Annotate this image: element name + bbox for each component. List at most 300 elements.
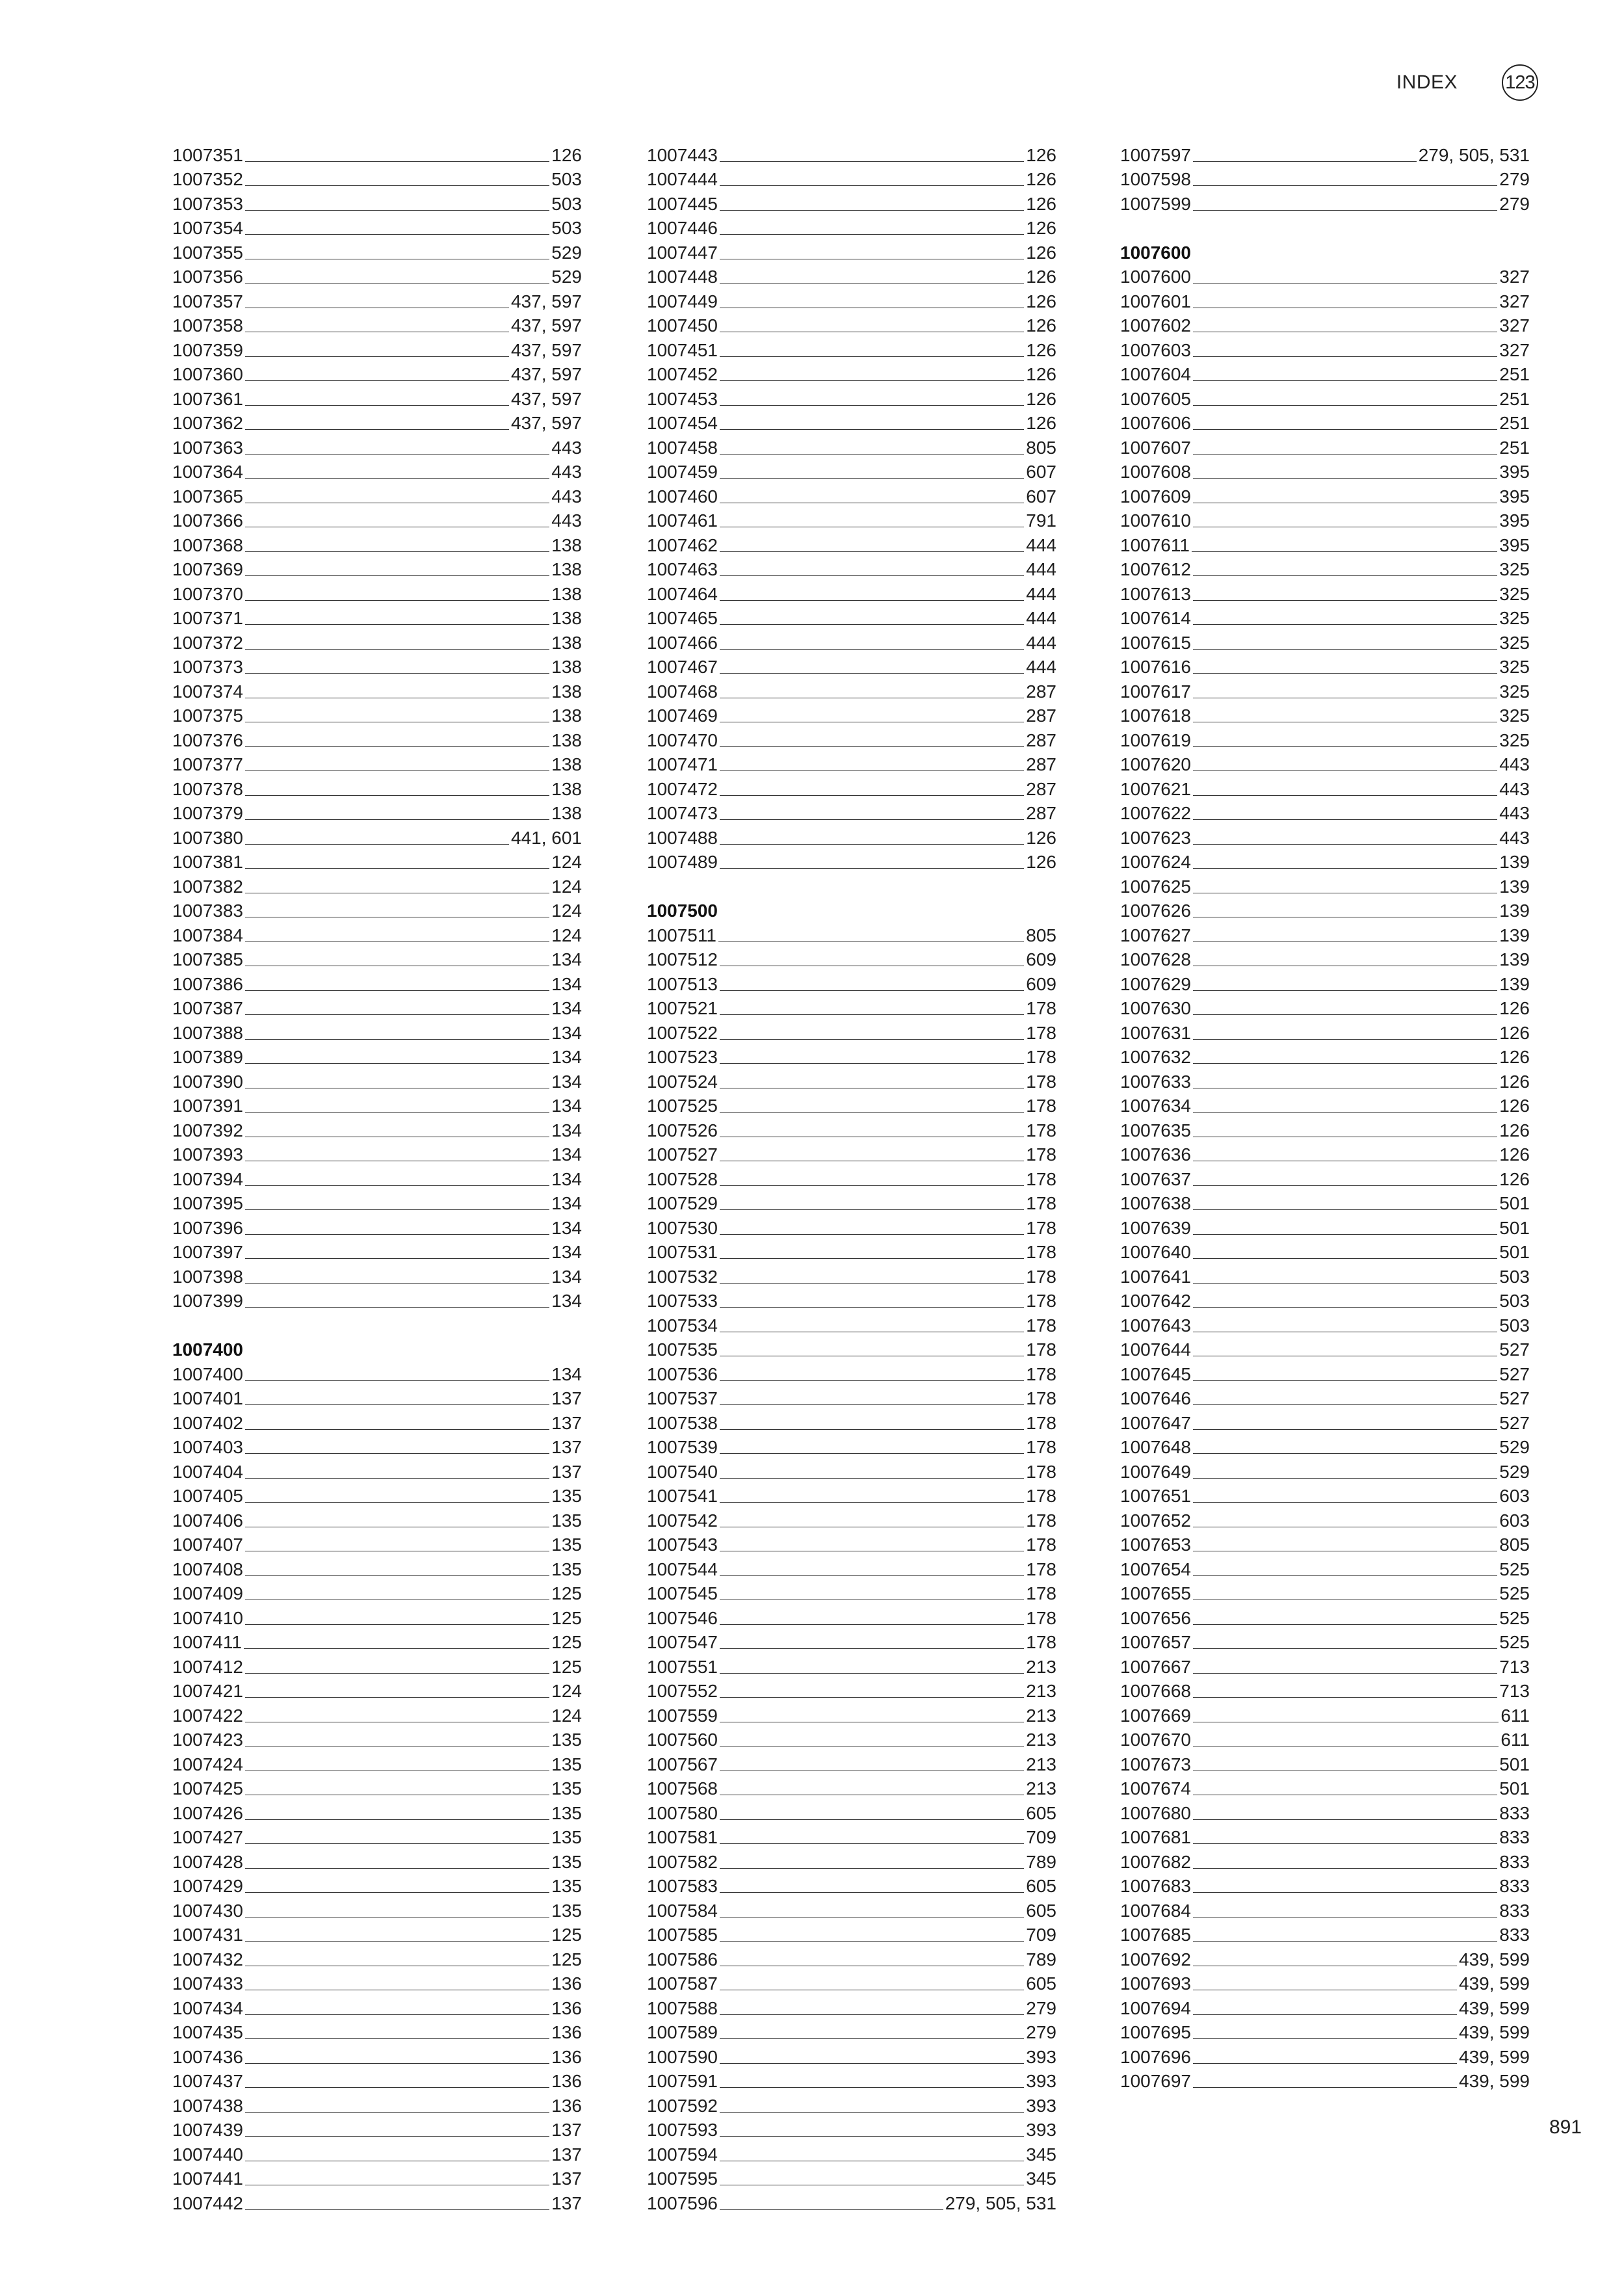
entry-pages: 279, 505, 531 — [945, 2193, 1056, 2213]
entry-pages: 503 — [1499, 1315, 1530, 1336]
entry-code: 1007472 — [647, 778, 718, 799]
index-entry — [172, 897, 582, 921]
index-entry — [647, 1457, 1056, 1482]
entry-code: 1007668 — [1120, 1681, 1192, 1701]
entry-code: 1007597 — [1120, 144, 1192, 165]
leader-line — [1193, 1307, 1497, 1308]
leader-line — [720, 1868, 1024, 1869]
entry-pages: 833 — [1499, 1827, 1530, 1847]
entry-code: 1007531 — [647, 1242, 718, 1262]
entry-pages: 833 — [1499, 1925, 1530, 1945]
entry-pages: 439, 599 — [1459, 2046, 1530, 2067]
index-entry — [647, 165, 1056, 190]
entry-pages: 833 — [1499, 1900, 1530, 1921]
index-entry — [1120, 604, 1530, 629]
entry-pages: 279 — [1499, 169, 1530, 189]
entry-pages: 126 — [551, 144, 582, 165]
entry-pages: 443 — [551, 462, 582, 482]
entry-pages: 124 — [551, 1681, 582, 1701]
entry-pages: 325 — [1499, 608, 1530, 628]
index-entry — [172, 287, 582, 311]
entry-pages: 126 — [1499, 1071, 1530, 1092]
entry-code: 1007683 — [1120, 1876, 1192, 1896]
index-entry — [172, 1116, 582, 1140]
entry-code: 1007694 — [1120, 1997, 1192, 2018]
entry-pages: 439, 599 — [1459, 1973, 1530, 1994]
entry-code: 1007645 — [1120, 1363, 1192, 1384]
entry-code: 1007389 — [172, 1047, 244, 1067]
entry-code: 1007523 — [647, 1047, 718, 1067]
index-entry — [1120, 507, 1530, 531]
entry-code: 1007466 — [647, 632, 718, 653]
entry-code: 1007380 — [172, 827, 244, 848]
entry-pages: 126 — [1026, 218, 1056, 238]
entry-pages: 138 — [551, 778, 582, 799]
leader-line — [1193, 1673, 1497, 1674]
entry-code: 1007625 — [1120, 876, 1192, 897]
entry-code: 1007404 — [172, 1461, 244, 1482]
leader-line — [1193, 161, 1417, 162]
entry-pages: 605 — [1026, 1900, 1056, 1921]
section-number-badge: 123 — [1502, 64, 1538, 101]
index-entry — [1120, 140, 1530, 165]
entry-code: 1007541 — [647, 1486, 718, 1506]
entry-pages: 136 — [551, 2095, 582, 2116]
entry-pages: 607 — [1026, 486, 1056, 507]
leader-line — [245, 1575, 549, 1576]
entry-code: 1007524 — [647, 1071, 718, 1092]
entry-code: 1007527 — [647, 1144, 718, 1165]
leader-line — [720, 210, 1024, 211]
leader-line — [1193, 478, 1497, 479]
entry-code: 1007535 — [647, 1339, 718, 1360]
index-entry — [1120, 2042, 1530, 2067]
entry-pages: 279, 505, 531 — [1418, 144, 1530, 165]
entry-code: 1007607 — [1120, 437, 1192, 458]
entry-pages: 437, 597 — [511, 291, 582, 311]
leader-line — [720, 600, 1024, 601]
leader-line — [245, 1478, 549, 1479]
leader-line — [1193, 1575, 1497, 1576]
entry-code: 1007372 — [172, 632, 244, 653]
index-entry — [647, 2189, 1056, 2213]
index-entry — [1120, 823, 1530, 848]
index-entry — [647, 507, 1056, 531]
entry-pages: 138 — [551, 754, 582, 774]
entry-pages: 607 — [1026, 462, 1056, 482]
index-entry — [172, 1798, 582, 1823]
entry-code: 1007628 — [1120, 949, 1192, 969]
leader-line — [1193, 380, 1497, 381]
index-entry — [172, 604, 582, 629]
leader-line — [720, 1673, 1024, 1674]
leader-line — [720, 1941, 1024, 1942]
entry-code: 1007409 — [172, 1583, 244, 1603]
index-entry — [172, 482, 582, 507]
leader-line — [720, 1819, 1024, 1820]
entry-pages: 126 — [1026, 144, 1056, 165]
entry-code: 1007361 — [172, 388, 244, 409]
index-entry — [172, 872, 582, 897]
leader-line — [1193, 1209, 1497, 1210]
index-entry — [647, 1921, 1056, 1945]
entry-code: 1007655 — [1120, 1583, 1192, 1603]
entry-code: 1007522 — [647, 1022, 718, 1043]
entry-code: 1007450 — [647, 315, 718, 336]
entry-code: 1007444 — [647, 169, 718, 189]
entry-pages: 134 — [551, 1096, 582, 1116]
leader-line — [245, 795, 549, 796]
entry-code: 1007636 — [1120, 1144, 1192, 1165]
entry-code: 1007551 — [647, 1656, 718, 1677]
index-entry — [172, 848, 582, 873]
entry-pages: 137 — [551, 2193, 582, 2213]
entry-code: 1007470 — [647, 730, 718, 750]
index-entry — [1120, 1116, 1530, 1140]
index-entry — [1120, 555, 1530, 580]
leader-line — [1193, 2063, 1457, 2064]
entry-code: 1007373 — [172, 657, 244, 677]
entry-code: 1007693 — [1120, 1973, 1192, 1994]
index-entry — [647, 677, 1056, 702]
entry-pages: 443 — [1499, 827, 1530, 848]
entry-code: 1007460 — [647, 486, 718, 507]
entry-code: 1007435 — [172, 2022, 244, 2042]
entry-code: 1007423 — [172, 1730, 244, 1750]
index-entry — [647, 1140, 1056, 1165]
index-entry — [1120, 1847, 1530, 1872]
index-entry — [1120, 2067, 1530, 2092]
entry-code: 1007354 — [172, 218, 244, 238]
entry-pages: 444 — [1026, 657, 1056, 677]
entry-pages: 126 — [1026, 364, 1056, 384]
entry-pages: 213 — [1026, 1705, 1056, 1726]
group-spacer — [172, 1311, 582, 1336]
leader-line — [1193, 1063, 1497, 1064]
index-entry — [1120, 1092, 1530, 1116]
entry-code: 1007375 — [172, 705, 244, 726]
entry-code: 1007358 — [172, 315, 244, 336]
entry-code: 1007599 — [1120, 193, 1192, 214]
entry-code: 1007680 — [1120, 1802, 1192, 1823]
entry-pages: 138 — [551, 632, 582, 653]
index-entry — [1120, 287, 1530, 311]
entry-pages: 137 — [551, 1412, 582, 1433]
entry-pages: 139 — [1499, 876, 1530, 897]
index-entry — [647, 1213, 1056, 1238]
entry-pages: 178 — [1026, 1486, 1056, 1506]
entry-pages: 139 — [1499, 949, 1530, 969]
entry-pages: 134 — [551, 1120, 582, 1140]
entry-pages: 125 — [551, 1583, 582, 1603]
entry-pages: 178 — [1026, 1120, 1056, 1140]
index-entry — [172, 1189, 582, 1214]
entry-code: 1007400 — [172, 1363, 244, 1384]
leader-line — [1193, 1258, 1497, 1259]
index-entry — [647, 1579, 1056, 1604]
leader-line — [245, 234, 549, 235]
leader-line — [720, 1453, 1024, 1454]
entry-code: 1007443 — [647, 144, 718, 165]
entry-code: 1007602 — [1120, 315, 1192, 336]
entry-pages: 395 — [1499, 534, 1530, 555]
entry-pages: 287 — [1026, 681, 1056, 702]
entry-pages: 138 — [551, 681, 582, 702]
entry-pages: 178 — [1026, 1363, 1056, 1384]
entry-pages: 444 — [1026, 534, 1056, 555]
entry-code: 1007489 — [647, 852, 718, 872]
leader-line — [720, 234, 1024, 235]
header-label: INDEX — [1396, 72, 1458, 93]
index-entry — [172, 1652, 582, 1677]
leader-line — [245, 1868, 549, 1869]
entry-code: 1007648 — [1120, 1437, 1192, 1457]
entry-code: 1007642 — [1120, 1291, 1192, 1311]
index-entry — [647, 1043, 1056, 1068]
index-entry — [172, 311, 582, 336]
leader-line — [720, 1478, 1024, 1479]
entry-code: 1007430 — [172, 1900, 244, 1921]
entry-code: 1007621 — [1120, 778, 1192, 799]
leader-line — [245, 746, 549, 747]
entry-pages: 178 — [1026, 1388, 1056, 1408]
entry-code: 1007654 — [1120, 1559, 1192, 1579]
leader-line — [720, 429, 1024, 430]
index-entry — [647, 579, 1056, 604]
entry-pages: 125 — [551, 1632, 582, 1652]
entry-pages: 178 — [1026, 1510, 1056, 1531]
entry-code: 1007437 — [172, 2071, 244, 2091]
entry-code: 1007696 — [1120, 2046, 1192, 2067]
entry-code: 1007387 — [172, 998, 244, 1018]
entry-code: 1007388 — [172, 1022, 244, 1043]
entry-code: 1007434 — [172, 1997, 244, 2018]
entry-pages: 503 — [551, 218, 582, 238]
entry-code: 1007588 — [647, 1997, 718, 2018]
index-entry — [1120, 750, 1530, 775]
entry-pages: 139 — [1499, 901, 1530, 921]
leader-line — [245, 1258, 549, 1259]
index-entry — [172, 1360, 582, 1384]
index-entry — [172, 799, 582, 824]
entry-code: 1007390 — [172, 1071, 244, 1092]
entry-code: 1007391 — [172, 1096, 244, 1116]
entry-code: 1007398 — [172, 1266, 244, 1287]
index-entry — [1120, 726, 1530, 750]
entry-pages: 213 — [1026, 1754, 1056, 1774]
index-entry — [1120, 2018, 1530, 2043]
entry-code: 1007521 — [647, 998, 718, 1018]
entry-code: 1007619 — [1120, 730, 1192, 750]
entry-code: 1007638 — [1120, 1193, 1192, 1213]
leader-line — [1192, 551, 1497, 552]
index-entry — [647, 1628, 1056, 1653]
leader-line — [720, 356, 1024, 357]
leader-line — [720, 1014, 1024, 1015]
leader-line — [720, 1648, 1024, 1649]
entry-pages: 287 — [1026, 705, 1056, 726]
entry-code: 1007412 — [172, 1656, 244, 1677]
index-entry — [172, 1287, 582, 1311]
index-entry — [1120, 458, 1530, 482]
entry-pages: 124 — [551, 876, 582, 897]
index-entry — [1120, 1018, 1530, 1043]
entry-code: 1007685 — [1120, 1925, 1192, 1945]
entry-pages: 437, 597 — [511, 364, 582, 384]
leader-line — [245, 185, 549, 186]
leader-line — [720, 795, 1024, 796]
entry-pages: 137 — [551, 1437, 582, 1457]
entry-code: 1007512 — [647, 949, 718, 969]
entry-pages: 437, 597 — [511, 413, 582, 433]
index-entry — [172, 653, 582, 678]
entry-code: 1007604 — [1120, 364, 1192, 384]
entry-code: 1007611 — [1120, 534, 1190, 555]
entry-code: 1007428 — [172, 1851, 244, 1872]
entry-pages: 134 — [551, 1168, 582, 1189]
page-header — [1396, 62, 1538, 103]
entry-code: 1007601 — [1120, 291, 1192, 311]
entry-pages: 789 — [1026, 1949, 1056, 1969]
entry-pages: 501 — [1499, 1193, 1530, 1213]
entry-code: 1007596 — [647, 2193, 718, 2213]
leader-line — [245, 210, 549, 211]
entry-code: 1007580 — [647, 1802, 718, 1823]
entry-pages: 178 — [1026, 1632, 1056, 1652]
entry-pages: 325 — [1499, 705, 1530, 726]
entry-code: 1007374 — [172, 681, 244, 702]
entry-pages: 138 — [551, 803, 582, 823]
entry-code: 1007401 — [172, 1388, 244, 1408]
entry-pages: 529 — [551, 267, 582, 287]
entry-code: 1007540 — [647, 1461, 718, 1482]
entry-pages: 136 — [551, 2022, 582, 2042]
entry-code: 1007462 — [647, 534, 718, 555]
leader-line — [245, 844, 509, 845]
entry-pages: 134 — [551, 998, 582, 1018]
entry-pages: 126 — [1499, 1120, 1530, 1140]
entry-pages: 443 — [551, 486, 582, 507]
index-entry — [1120, 1506, 1530, 1531]
entry-pages: 178 — [1026, 1168, 1056, 1189]
index-entry — [172, 2091, 582, 2116]
index-entry — [1120, 799, 1530, 824]
entry-pages: 611 — [1500, 1705, 1530, 1726]
entry-code: 1007545 — [647, 1583, 718, 1603]
entry-pages: 125 — [551, 1607, 582, 1628]
entry-code: 1007405 — [172, 1486, 244, 1506]
leader-line — [245, 161, 549, 162]
entry-code: 1007618 — [1120, 705, 1192, 726]
entry-pages: 437, 597 — [511, 315, 582, 336]
entry-pages: 327 — [1499, 339, 1530, 360]
entry-pages: 138 — [551, 559, 582, 579]
leader-line — [1193, 1380, 1497, 1381]
index-entry — [1120, 1774, 1530, 1799]
index-entry — [1120, 263, 1530, 287]
index-entry — [172, 238, 582, 263]
index-entry — [172, 1969, 582, 1994]
index-entry — [647, 1311, 1056, 1336]
entry-pages: 501 — [1499, 1217, 1530, 1238]
entry-code: 1007427 — [172, 1827, 244, 1847]
entry-code: 1007653 — [1120, 1535, 1192, 1555]
entry-code: 1007624 — [1120, 852, 1192, 872]
entry-pages: 789 — [1026, 1851, 1056, 1872]
entry-pages: 611 — [1500, 1730, 1530, 1750]
entry-code: 1007369 — [172, 559, 244, 579]
entry-pages: 136 — [551, 2046, 582, 2067]
entry-pages: 124 — [551, 852, 582, 872]
entry-pages: 805 — [1499, 1535, 1530, 1555]
index-entry — [647, 1067, 1056, 1092]
entry-code: 1007543 — [647, 1535, 718, 1555]
index-entry — [172, 1628, 582, 1653]
entry-pages: 124 — [551, 925, 582, 945]
entry-code: 1007408 — [172, 1559, 244, 1579]
index-entry — [172, 702, 582, 726]
entry-code: 1007525 — [647, 1096, 718, 1116]
entry-code: 1007392 — [172, 1120, 244, 1140]
index-entry — [647, 2165, 1056, 2189]
entry-pages: 134 — [551, 1266, 582, 1287]
index-entry — [647, 1823, 1056, 1848]
entry-pages: 134 — [551, 973, 582, 994]
entry-pages: 393 — [1026, 2046, 1056, 2067]
entry-code: 1007436 — [172, 2046, 244, 2067]
index-entry — [172, 677, 582, 702]
index-entry — [647, 311, 1056, 336]
index-entry — [1120, 1921, 1530, 1945]
index-entry — [172, 2165, 582, 2189]
leader-line — [1193, 1697, 1497, 1698]
index-entry — [1120, 1262, 1530, 1287]
index-entry — [172, 458, 582, 482]
index-entry — [172, 1213, 582, 1238]
index-entry — [1120, 1872, 1530, 1897]
index-entry — [647, 1482, 1056, 1507]
entry-code: 1007396 — [172, 1217, 244, 1238]
index-entry — [1120, 1311, 1530, 1336]
entry-pages: 443 — [551, 437, 582, 458]
index-entry — [647, 1336, 1056, 1360]
entry-code: 1007402 — [172, 1412, 244, 1433]
leader-line — [245, 2063, 549, 2064]
entry-code: 1007639 — [1120, 1217, 1192, 1238]
leader-line — [720, 575, 1024, 576]
entry-pages: 139 — [1499, 973, 1530, 994]
entry-code: 1007461 — [647, 510, 718, 531]
entry-pages: 178 — [1026, 1437, 1056, 1457]
index-entry — [172, 1774, 582, 1799]
entry-code: 1007631 — [1120, 1022, 1192, 1043]
index-entry — [1120, 1360, 1530, 1384]
entry-pages: 501 — [1499, 1778, 1530, 1798]
index-entry — [647, 848, 1056, 873]
leader-line — [1193, 1624, 1497, 1625]
entry-pages: 439, 599 — [1459, 2022, 1530, 2042]
group-heading: 1007400 — [172, 1339, 244, 1360]
entry-pages: 126 — [1026, 852, 1056, 872]
entry-pages: 287 — [1026, 730, 1056, 750]
entry-code: 1007425 — [172, 1778, 244, 1798]
index-entry — [1120, 311, 1530, 336]
entry-code: 1007471 — [647, 754, 718, 774]
entry-code: 1007673 — [1120, 1754, 1192, 1774]
index-entry — [647, 2140, 1056, 2165]
entry-pages: 126 — [1026, 193, 1056, 214]
entry-pages: 325 — [1499, 681, 1530, 702]
